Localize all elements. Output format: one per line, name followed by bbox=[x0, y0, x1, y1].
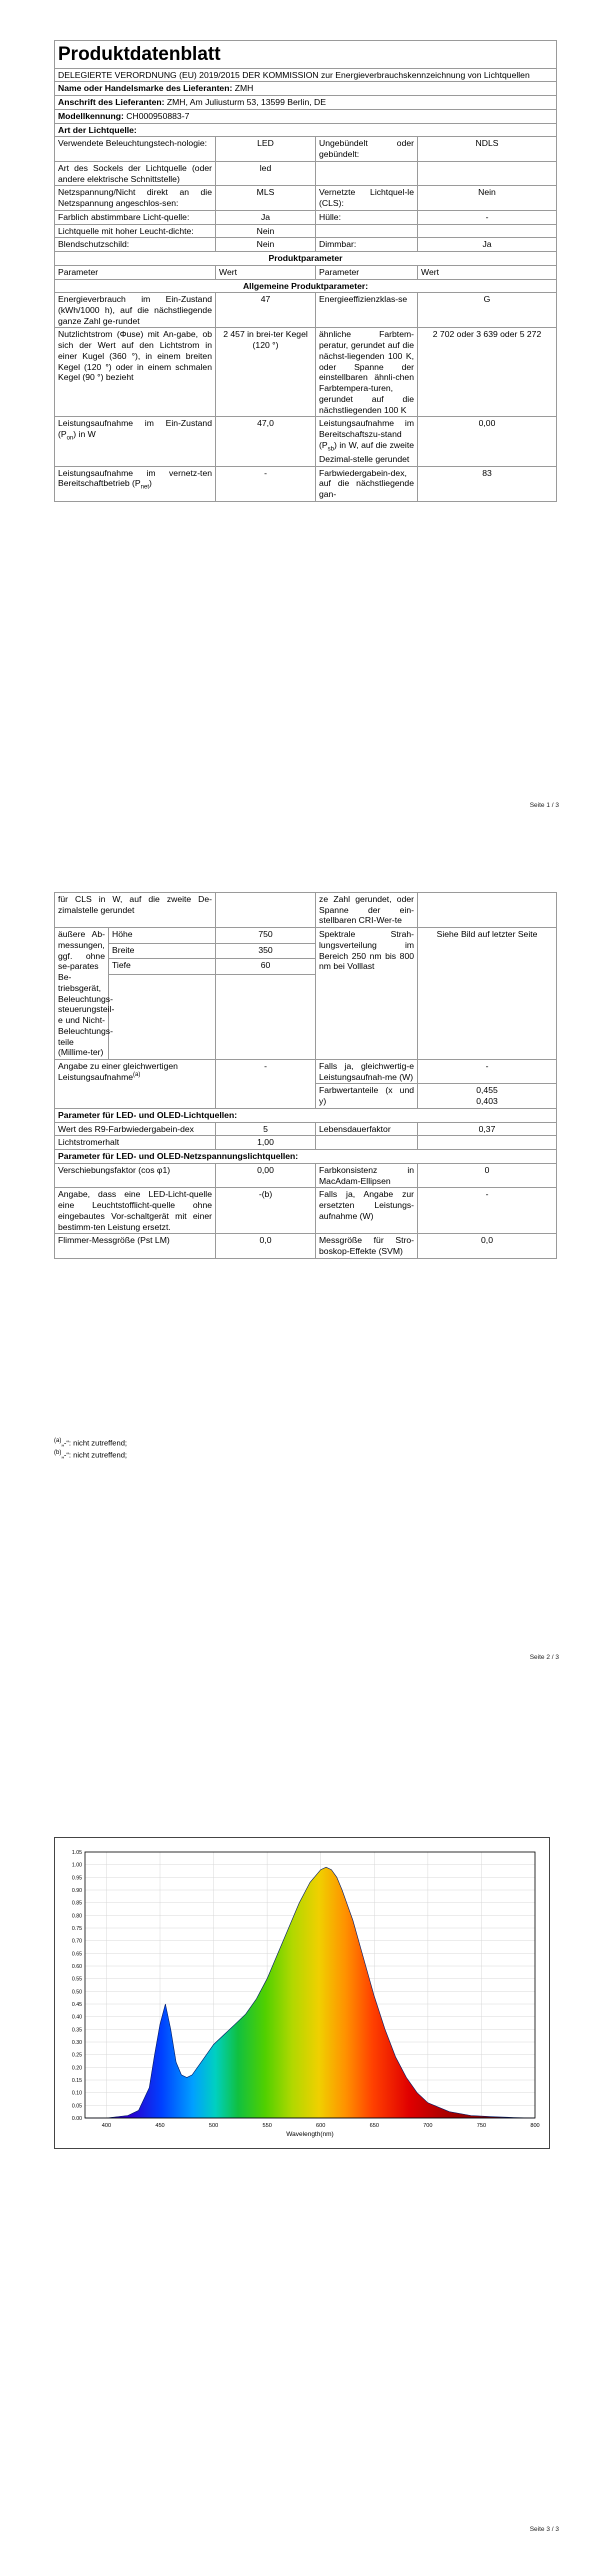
y-tick-label: 0.05 bbox=[71, 2103, 82, 2110]
spectral-distribution-label: Spektrale Strah-lungsverteilung im Bereich 250 nm bis 800 nm bei Volllast bbox=[316, 928, 418, 1060]
product-parameters-heading: Produktparameter bbox=[55, 252, 557, 266]
column-header-value: Wert bbox=[216, 265, 316, 279]
r9-label: Wert des R9-Farbwiedergabein-dex bbox=[55, 1122, 216, 1136]
cri-value: 83 bbox=[418, 466, 557, 501]
y-tick-label: 0.50 bbox=[71, 1989, 82, 1996]
cap-type-value: led bbox=[216, 161, 316, 185]
chromaticity-label: Farbwertanteile (x und y) bbox=[316, 1084, 418, 1108]
y-tick-label: 0.15 bbox=[71, 2078, 82, 2084]
survival-factor-label: Lebensdauerfaktor bbox=[316, 1122, 418, 1136]
width-label: Breite bbox=[109, 943, 216, 959]
equivalent-power-w-label: Falls ja, gleichwertig-e Leistungsaufnah-me (W) bbox=[316, 1060, 418, 1084]
envelope-value: - bbox=[418, 210, 557, 224]
anti-glare-label: Blendschutzschild: bbox=[55, 238, 216, 252]
replaced-power-value: - bbox=[418, 1188, 557, 1234]
connected-label: Vernetzte Lichtquel-le (CLS): bbox=[316, 186, 418, 210]
mains-value: MLS bbox=[216, 186, 316, 210]
height-value: 750 bbox=[216, 928, 316, 944]
standby-power-label: Leistungsaufnahme im Bereitschaftszu-stand $(P_{sb})$ in W, auf die zweite Dezimal-stelle gerundet bbox=[316, 417, 418, 466]
flicker-metric-value: 0,0 bbox=[216, 1234, 316, 1258]
spectral-chart-frame bbox=[54, 1837, 550, 2149]
mains-label: Netzspannung/Nicht direkt an die Netzspannung angeschlos-sen: bbox=[55, 186, 216, 210]
y-tick-label: 0.75 bbox=[71, 1926, 82, 1932]
page-number: Seite 1 / 3 bbox=[529, 802, 559, 809]
y-tick-label: 0.90 bbox=[71, 1888, 82, 1894]
column-header-parameter: Parameter bbox=[316, 265, 418, 279]
cri-label-cont: ze Zahl gerundet, oder Spanne der ein-stellbaren CRI-Wer-te bbox=[316, 893, 418, 928]
general-parameters-heading: Allgemeine Produktparameter: bbox=[55, 279, 557, 293]
x-tick-label: 700 bbox=[423, 2123, 433, 2129]
spectral-distribution-value: Siehe Bild auf letzter Seite bbox=[418, 928, 557, 1060]
y-tick-label: 0.40 bbox=[71, 2014, 82, 2021]
high-luminance-value: Nein bbox=[216, 224, 316, 238]
y-tick-label: 0.95 bbox=[71, 1875, 82, 1882]
datasheet-title: Produktdatenblatt bbox=[55, 41, 557, 69]
envelope-label: Hülle: bbox=[316, 210, 418, 224]
stroboscopic-metric-label: Messgröße für Stro-boskop-Effekte (SVM) bbox=[316, 1234, 418, 1258]
equivalent-power-value: - bbox=[216, 1060, 316, 1109]
y-tick-label: 0.25 bbox=[71, 2052, 82, 2059]
x-tick-label: 450 bbox=[155, 2123, 165, 2129]
x-tick-label: 500 bbox=[208, 2123, 219, 2129]
cct-value: 2 702 oder 3 639 oder 5 272 bbox=[418, 328, 557, 417]
page-2 bbox=[0, 852, 603, 1704]
y-tick-label: 0.70 bbox=[71, 1938, 82, 1945]
chromaticity-values bbox=[418, 1084, 557, 1108]
equivalent-power-w-value: - bbox=[418, 1060, 557, 1084]
width-value: 350 bbox=[216, 943, 316, 959]
model-row bbox=[55, 109, 557, 123]
directional-value: NDLS bbox=[418, 137, 557, 161]
y-tick-label: 0.85 bbox=[71, 1900, 82, 1907]
dimmable-value: Ja bbox=[418, 238, 557, 252]
address-value: ZMH, Am Juliusturm 53, 13599 Berlin, DE bbox=[166, 97, 326, 108]
connected-value: Nein bbox=[418, 186, 557, 210]
empty-cell bbox=[216, 893, 316, 928]
networked-standby-label-cont: für CLS in W, auf die zweite De-zimalstelle gerundet bbox=[55, 893, 216, 928]
energy-class-value: G bbox=[418, 293, 557, 328]
x-tick-label: 800 bbox=[530, 2123, 540, 2129]
colour-consistency-value: 0 bbox=[418, 1163, 557, 1187]
model-label: Modellkennung: bbox=[58, 110, 124, 121]
networked-standby-label: Leistungsaufnahme im vernetz-ten Bereitschaftbetrieb $(P_{net})$ bbox=[55, 466, 216, 501]
useful-flux-label: Nutzlichtstrom (Φuse) mit An-gabe, ob sich der Wert auf den Lichtstrom in einer Kugel (360 °), in einem breiten Kegel (120 °) oder in einem schmalen Kegel (90 °) bezieht bbox=[55, 328, 216, 417]
anti-glare-value: Nein bbox=[216, 238, 316, 252]
page-number: Seite 3 / 3 bbox=[529, 2526, 559, 2533]
x-tick-label: 600 bbox=[316, 2123, 326, 2129]
x-axis-ticks bbox=[102, 2123, 540, 2129]
x-axis-label: Wavelength(nm) bbox=[286, 2131, 334, 2138]
empty-cell bbox=[316, 161, 418, 185]
networked-standby-value: - bbox=[216, 466, 316, 501]
supplier-label: Name oder Handelsmarke des Lieferanten: bbox=[58, 83, 233, 94]
on-mode-power-label: Leistungsaufnahme im Ein-Zustand $(P_{on})$ in W bbox=[55, 417, 216, 466]
address-label: Anschrift des Lieferanten: bbox=[58, 97, 165, 108]
x-tick-label: 400 bbox=[101, 2123, 112, 2129]
displacement-factor-value: 0,00 bbox=[216, 1163, 316, 1187]
colour-consistency-label: Farbkonsistenz in MacAdam-Ellipsen bbox=[316, 1163, 418, 1187]
replacement-claim-value: -(b) bbox=[216, 1188, 316, 1234]
energy-consumption-value: 47 bbox=[216, 293, 316, 328]
x-tick-label: 650 bbox=[369, 2123, 379, 2129]
y-tick-label: 0.35 bbox=[71, 2027, 82, 2034]
y-tick-label: 1.00 bbox=[71, 1862, 82, 1869]
y-tick-label: 0.10 bbox=[71, 2090, 82, 2097]
r9-value: 5 bbox=[216, 1122, 316, 1136]
dimensions-label: äußere Ab-messungen, ggf. ohne se-parates Be-triebsgerät, Beleuchtungs-steuerungsteil-e und Nicht-Beleuchtungs-teile (Millime-ter) bbox=[55, 928, 109, 1060]
on-mode-power-value: 47,0 bbox=[216, 417, 316, 466]
supplier-value: ZMH bbox=[234, 83, 254, 94]
depth-value: 60 bbox=[216, 959, 316, 975]
footnote-a: $^{(a)}$„-“: nicht zutreffend; bbox=[54, 1438, 128, 1448]
x-tick-label: 550 bbox=[262, 2123, 272, 2129]
light-source-type-heading: Art der Lichtquelle: bbox=[55, 123, 557, 137]
high-luminance-label: Lichtquelle mit hoher Leucht-dichte: bbox=[55, 224, 216, 238]
led-parameters-heading: Parameter für LED- und OLED-Lichtquellen: bbox=[55, 1108, 557, 1122]
chromaticity-x: 0,455 bbox=[476, 1085, 498, 1096]
y-tick-label: 0.80 bbox=[71, 1913, 82, 1920]
equivalent-power-label: Angabe zu einer gleichwertigen Leistungsaufnahme$^{(a)}$ bbox=[55, 1060, 216, 1109]
column-header-parameter: Parameter bbox=[55, 265, 216, 279]
y-tick-label: 0.60 bbox=[71, 1964, 82, 1970]
y-tick-label: 0.00 bbox=[71, 2116, 82, 2122]
empty-cell bbox=[216, 975, 316, 1060]
cap-type-label: Art des Sockels der Lichtquelle (oder andere elektrische Schnittstelle) bbox=[55, 161, 216, 185]
empty-cell bbox=[418, 224, 557, 238]
depth-label: Tiefe bbox=[109, 959, 216, 975]
datasheet-table-page-1 bbox=[54, 40, 557, 502]
energy-consumption-label: Energieverbrauch im Ein-Zustand (kWh/1000 h), auf die nächstliegende ganze Zahl ge-rundet bbox=[55, 293, 216, 328]
supplier-row bbox=[55, 82, 557, 96]
page-1 bbox=[0, 0, 603, 852]
flicker-metric-label: Flimmer-Messgröße (Pst LM) bbox=[55, 1234, 216, 1258]
cri-label: Farbwiedergabein-dex, auf die nächstliegende gan- bbox=[316, 466, 418, 501]
page-number: Seite 2 / 3 bbox=[529, 1654, 559, 1661]
replaced-power-label: Falls ja, Angabe zur ersetzten Leistungs-aufnahme (W) bbox=[316, 1188, 418, 1234]
y-tick-label: 0.30 bbox=[71, 2040, 82, 2046]
stroboscopic-metric-value: 0,0 bbox=[418, 1234, 557, 1258]
energy-class-label: Energieeffizienzklas-se bbox=[316, 293, 418, 328]
footnotes bbox=[54, 1437, 127, 1460]
y-tick-label: 0.20 bbox=[71, 2065, 82, 2072]
color-tunable-label: Farblich abstimmbare Licht-quelle: bbox=[55, 210, 216, 224]
column-header-value: Wert bbox=[418, 265, 557, 279]
empty-cell bbox=[418, 1136, 557, 1150]
empty-cell bbox=[316, 1136, 418, 1150]
cct-label: ähnliche Farbtem-peratur, gerundet auf die nächst-liegenden 100 K, oder Spanne der einstellbaren ähnli-chen Farbtempera-turen, gerundet auf die nächstliegenden 100 K bbox=[316, 328, 418, 417]
empty-cell bbox=[418, 893, 557, 928]
page-3 bbox=[0, 1704, 603, 2560]
lighting-technology-label: Verwendete Beleuchtungstech-nologie: bbox=[55, 137, 216, 161]
replacement-claim-label: Angabe, dass eine LED-Licht-quelle eine Leuchtstofflicht-quelle ohne eingebautes Vor-schaltgerät mit einer bestimm-ten Leistung ersetzt. bbox=[55, 1188, 216, 1234]
datasheet-table-page-2 bbox=[54, 892, 557, 1259]
useful-flux-value: 2 457 in brei-ter Kegel (120 °) bbox=[216, 328, 316, 417]
address-row bbox=[55, 96, 557, 110]
footnote-b: $^{(b)}$„-“: nicht zutreffend; bbox=[54, 1449, 128, 1460]
model-value: CH000950883-7 bbox=[126, 110, 190, 121]
displacement-factor-label: Verschiebungsfaktor (cos φ1) bbox=[55, 1163, 216, 1187]
chromaticity-y: 0,403 bbox=[476, 1096, 498, 1107]
lumen-maintenance-label: Lichtstromerhalt bbox=[55, 1136, 216, 1150]
spectral-distribution-chart bbox=[55, 1838, 549, 2148]
lighting-technology-value: LED bbox=[216, 137, 316, 161]
lumen-maintenance-value: 1,00 bbox=[216, 1136, 316, 1150]
y-axis-ticks bbox=[72, 1850, 82, 2122]
color-tunable-value: Ja bbox=[216, 210, 316, 224]
y-tick-label: 1.05 bbox=[71, 1850, 82, 1856]
survival-factor-value: 0,37 bbox=[418, 1122, 557, 1136]
dimmable-label: Dimmbar: bbox=[316, 238, 418, 252]
y-tick-label: 0.65 bbox=[71, 1951, 82, 1958]
standby-power-value: 0,00 bbox=[418, 417, 557, 466]
empty-cell bbox=[418, 161, 557, 185]
spectrum-area bbox=[85, 1867, 535, 2118]
height-label: Höhe bbox=[109, 928, 216, 944]
empty-cell bbox=[316, 224, 418, 238]
empty-cell bbox=[109, 975, 216, 1060]
x-tick-label: 750 bbox=[476, 2123, 487, 2129]
mains-led-parameters-heading: Parameter für LED- und OLED-Netzspannungslichtquellen: bbox=[55, 1150, 557, 1164]
regulation-text: DELEGIERTE VERORDNUNG (EU) 2019/2015 DER KOMMISSION zur Energieverbrauchskennzeichnung von Lichtquellen bbox=[55, 68, 557, 82]
directional-label: Ungebündelt oder gebündelt: bbox=[316, 137, 418, 161]
y-tick-label: 0.55 bbox=[71, 1976, 82, 1983]
y-tick-label: 0.45 bbox=[71, 2002, 82, 2008]
